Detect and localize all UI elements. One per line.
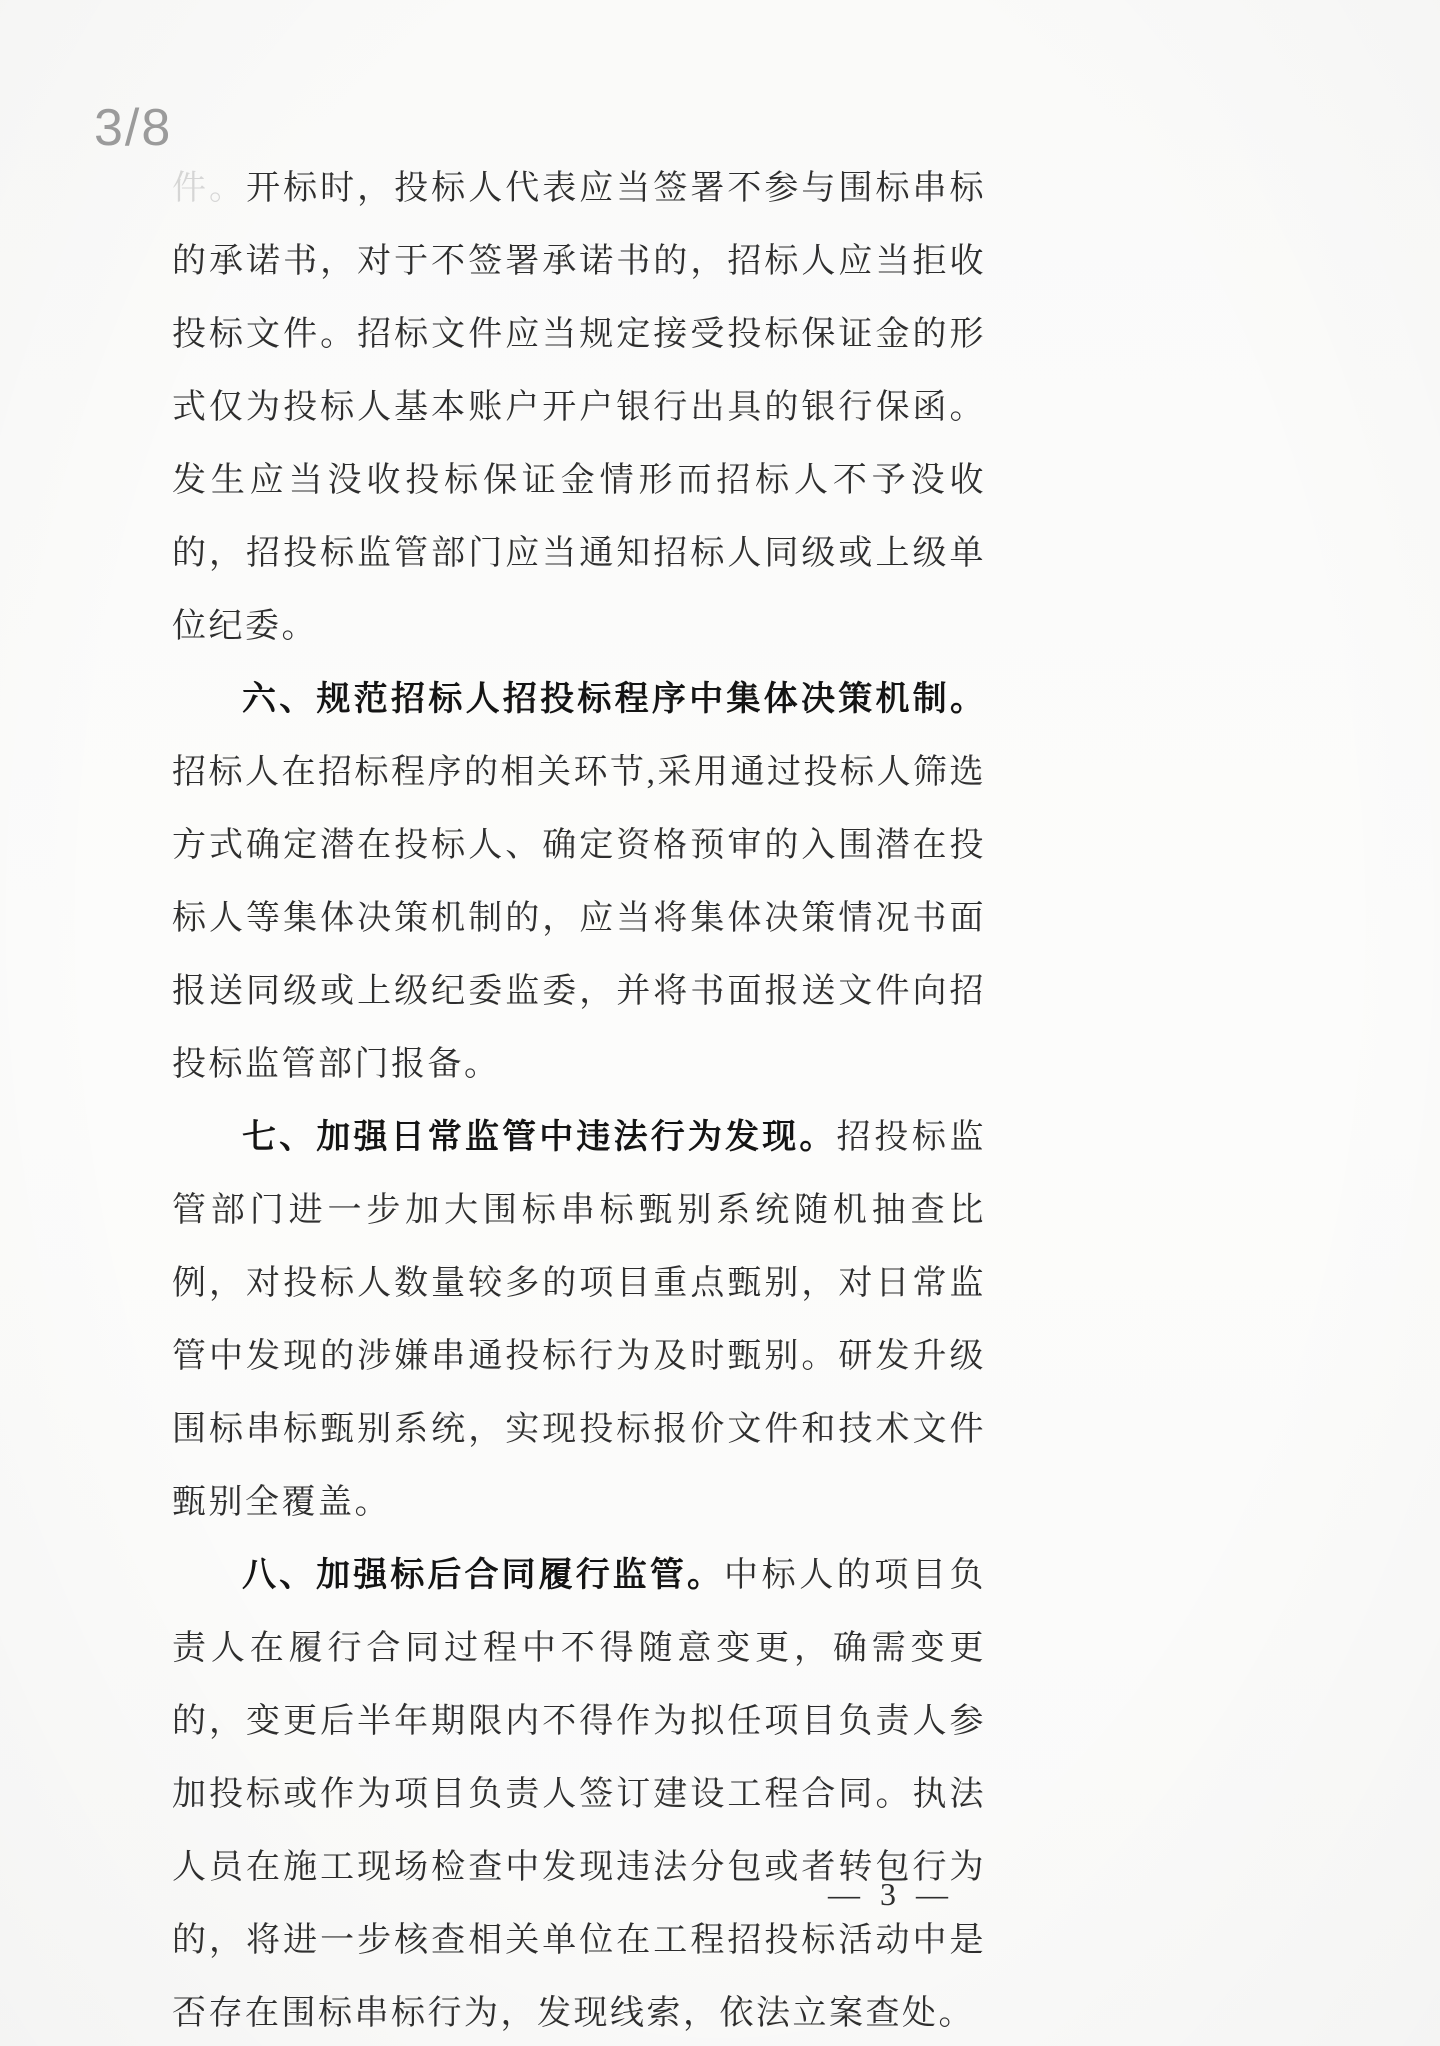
paragraph-section-7 bbox=[172, 1101, 986, 1539]
paragraph-text: 招标人在招标程序的相关环节,采用通过投标人筛选方式确定潜在投标人、确定资格预审的入围潜在投标人等集体决策机制的，应当将集体决策情况书面报送同级或上级纪委监委，并将书面报送文件向招投标监管部门报备。 bbox=[172, 754, 986, 1083]
paragraph-text: 中标人的项目负责人在履行合同过程中不得随意变更，确需变更的，变更后半年期限内不得作为拟任项目负责人参加投标或作为项目负责人签订建设工程合同。执法人员在施工现场检查中发现违法分包或者转包行为的，将进一步核查相关单位在工程招投标活动中是否存在围标串标行为，发现线索，依法立案查处。 bbox=[172, 1557, 987, 2032]
section-heading: 八、加强标后合同履行监管。 bbox=[242, 1556, 725, 1594]
section-heading: 七、加强日常监管中违法行为发现。 bbox=[242, 1118, 837, 1156]
paragraph-continuation bbox=[172, 152, 986, 663]
document-body bbox=[172, 152, 986, 2046]
page-number: — 3 — bbox=[828, 1876, 954, 1912]
paragraph-section-8 bbox=[172, 1539, 986, 2046]
paragraph-section-6 bbox=[172, 663, 986, 1101]
paragraph-text: 招投标监管部门进一步加大围标串标甄别系统随机抽查比例，对投标人数量较多的项目重点甄别，对日常监管中发现的涉嫌串通投标行为及时甄别。研发升级围标串标甄别系统，实现投标报价文件和技术文件甄别全覆盖。 bbox=[172, 1119, 987, 1521]
section-heading: 六、规范招标人招投标程序中集体决策机制。 bbox=[242, 680, 986, 718]
faded-carryover-text: 件。 bbox=[172, 170, 247, 207]
page-counter: 3/8 bbox=[94, 99, 173, 157]
paragraph-text: 开标时，投标人代表应当签署不参与围标串标的承诺书，对于不签署承诺书的，招标人应当拒收投标文件。招标文件应当规定接受投标保证金的形式仅为投标人基本账户开户银行出具的银行保函。发生应当没收投标保证金情形而招标人不予没收的，招投标监管部门应当通知招标人同级或上级单位纪委。 bbox=[172, 170, 987, 645]
